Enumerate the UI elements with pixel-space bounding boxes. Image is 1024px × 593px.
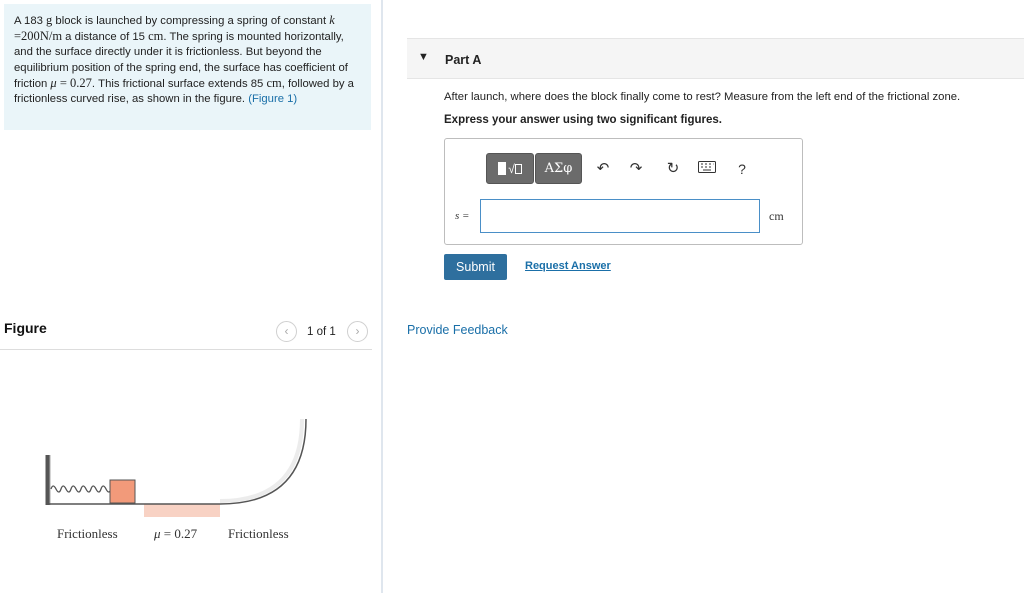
- friction-coefficient: = 0.27: [56, 75, 92, 90]
- instruction-text: Express your answer using two significant figures.: [444, 114, 722, 126]
- problem-text: , followed by a frictionless curved rise, as shown in the figure.: [14, 77, 354, 106]
- part-a-header[interactable]: [407, 38, 1024, 79]
- next-figure-button[interactable]: [347, 321, 368, 342]
- previous-figure-button[interactable]: [276, 321, 297, 342]
- answer-input[interactable]: [480, 199, 760, 233]
- answer-variable-label: s =: [455, 210, 470, 222]
- problem-text: A 183: [14, 15, 47, 27]
- caret-down-icon[interactable]: ▼: [418, 51, 429, 63]
- help-button[interactable]: ?: [738, 161, 746, 177]
- figure-illustration: [40, 405, 330, 555]
- figure-page-count: 1 of 1: [307, 326, 336, 338]
- block: [110, 480, 135, 503]
- chevron-left-icon: ‹: [284, 324, 289, 338]
- chevron-right-icon: ›: [355, 324, 360, 338]
- variable-mu: μ: [50, 75, 57, 90]
- unit-cm: cm: [266, 75, 282, 90]
- label-frictionless-left: Frictionless: [57, 526, 118, 541]
- unit-newton-per-meter: N/m: [39, 29, 63, 44]
- problem-statement: [4, 4, 371, 130]
- provide-feedback-link[interactable]: Provide Feedback: [407, 323, 508, 337]
- svg-text:μ = 0.27: [153, 526, 198, 541]
- spring-constant: =200: [14, 29, 40, 44]
- figure-title: Figure: [4, 320, 47, 336]
- label-frictionless-right: Frictionless: [228, 526, 289, 541]
- answer-unit-label: cm: [769, 209, 784, 223]
- answer-box: [444, 138, 803, 245]
- symbols-button[interactable]: ΑΣφ: [535, 153, 582, 184]
- request-answer-link[interactable]: Request Answer: [525, 260, 611, 272]
- submit-button[interactable]: Submit: [444, 254, 507, 280]
- problem-text: . The spring is mounted horizontally, and the surface directly under it is frictionless. But beyond the equilibrium position of the spring end, the surface has coefficient of friction: [14, 31, 348, 90]
- label-mu: μ: [154, 526, 161, 541]
- label-mu-value: = 0.27: [160, 526, 198, 541]
- templates-icon: √: [498, 161, 522, 176]
- problem-text: a distance of 15: [62, 31, 149, 44]
- undo-icon[interactable]: ↶: [596, 160, 610, 177]
- unit-cm: cm: [148, 29, 164, 44]
- question-text: After launch, where does the block finally come to rest? Measure from the left end of the frictional zone.: [444, 91, 961, 103]
- unit-grams: g: [46, 13, 53, 27]
- templates-button[interactable]: [486, 153, 534, 184]
- redo-icon[interactable]: ↷: [629, 160, 643, 177]
- variable-k: k: [329, 13, 335, 27]
- problem-text: block is launched by compressing a spring of constant: [52, 15, 330, 27]
- part-title: Part A: [445, 53, 482, 67]
- figure-link[interactable]: (Figure 1): [248, 93, 298, 106]
- figure-header: [0, 316, 372, 350]
- reset-icon[interactable]: ↻: [666, 160, 680, 177]
- keyboard-icon[interactable]: [697, 159, 717, 179]
- problem-text: . This frictional surface extends 85: [91, 77, 267, 90]
- friction-zone: [144, 504, 220, 517]
- column-divider: [381, 0, 383, 593]
